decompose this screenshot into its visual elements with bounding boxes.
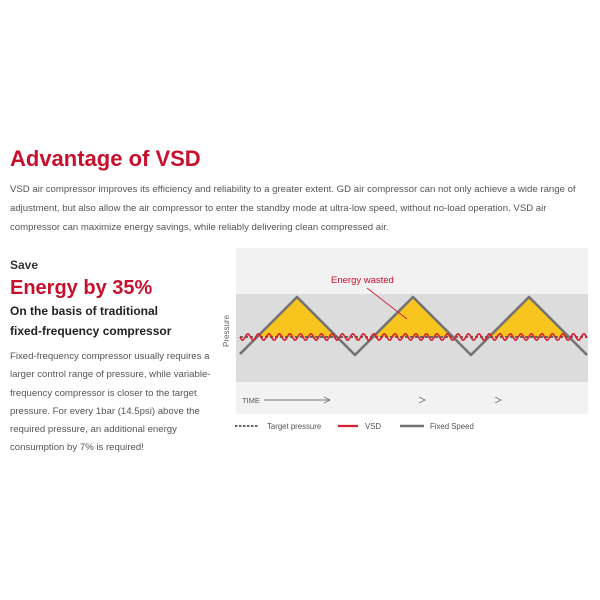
energy-wasted-label: Energy wasted — [331, 275, 394, 286]
legend-fixed-label: Fixed Speed — [430, 422, 474, 431]
energy-savings-headline: Energy by 35% — [10, 277, 153, 299]
save-label: Save — [10, 258, 39, 272]
savings-description: Fixed-frequency compressor usually requires a larger control range of pressure, while variable-frequency compressor is closer to the target pressure. For every 1bar (14.5psi) above the required pressure, an additional energy consumption by 7% is required! — [10, 351, 211, 454]
legend — [235, 422, 474, 431]
pressure-axis-label: Pressure — [222, 314, 231, 347]
intro-paragraph: VSD air compressor improves its efficiency and reliability to a greater extent. GD air compressor can not only achieve a wide range of adjustment, but also allow the air compressor to enter the standby mode at ultra-low speed, without no-load operation. VSD air compressor can maximize energy savings, while reliably delivering clean compressed air. — [10, 184, 576, 233]
pressure-diagram — [220, 248, 590, 448]
savings-panel — [10, 258, 220, 458]
page-title: Advantage of VSD — [10, 146, 201, 171]
basis-line-2: fixed-frequency compressor — [10, 324, 172, 338]
legend-vsd-label: VSD — [365, 422, 382, 431]
time-axis-label: TIME — [242, 396, 260, 405]
basis-line-1: On the basis of traditional — [10, 304, 159, 318]
legend-target-label: Target pressure — [267, 422, 322, 431]
